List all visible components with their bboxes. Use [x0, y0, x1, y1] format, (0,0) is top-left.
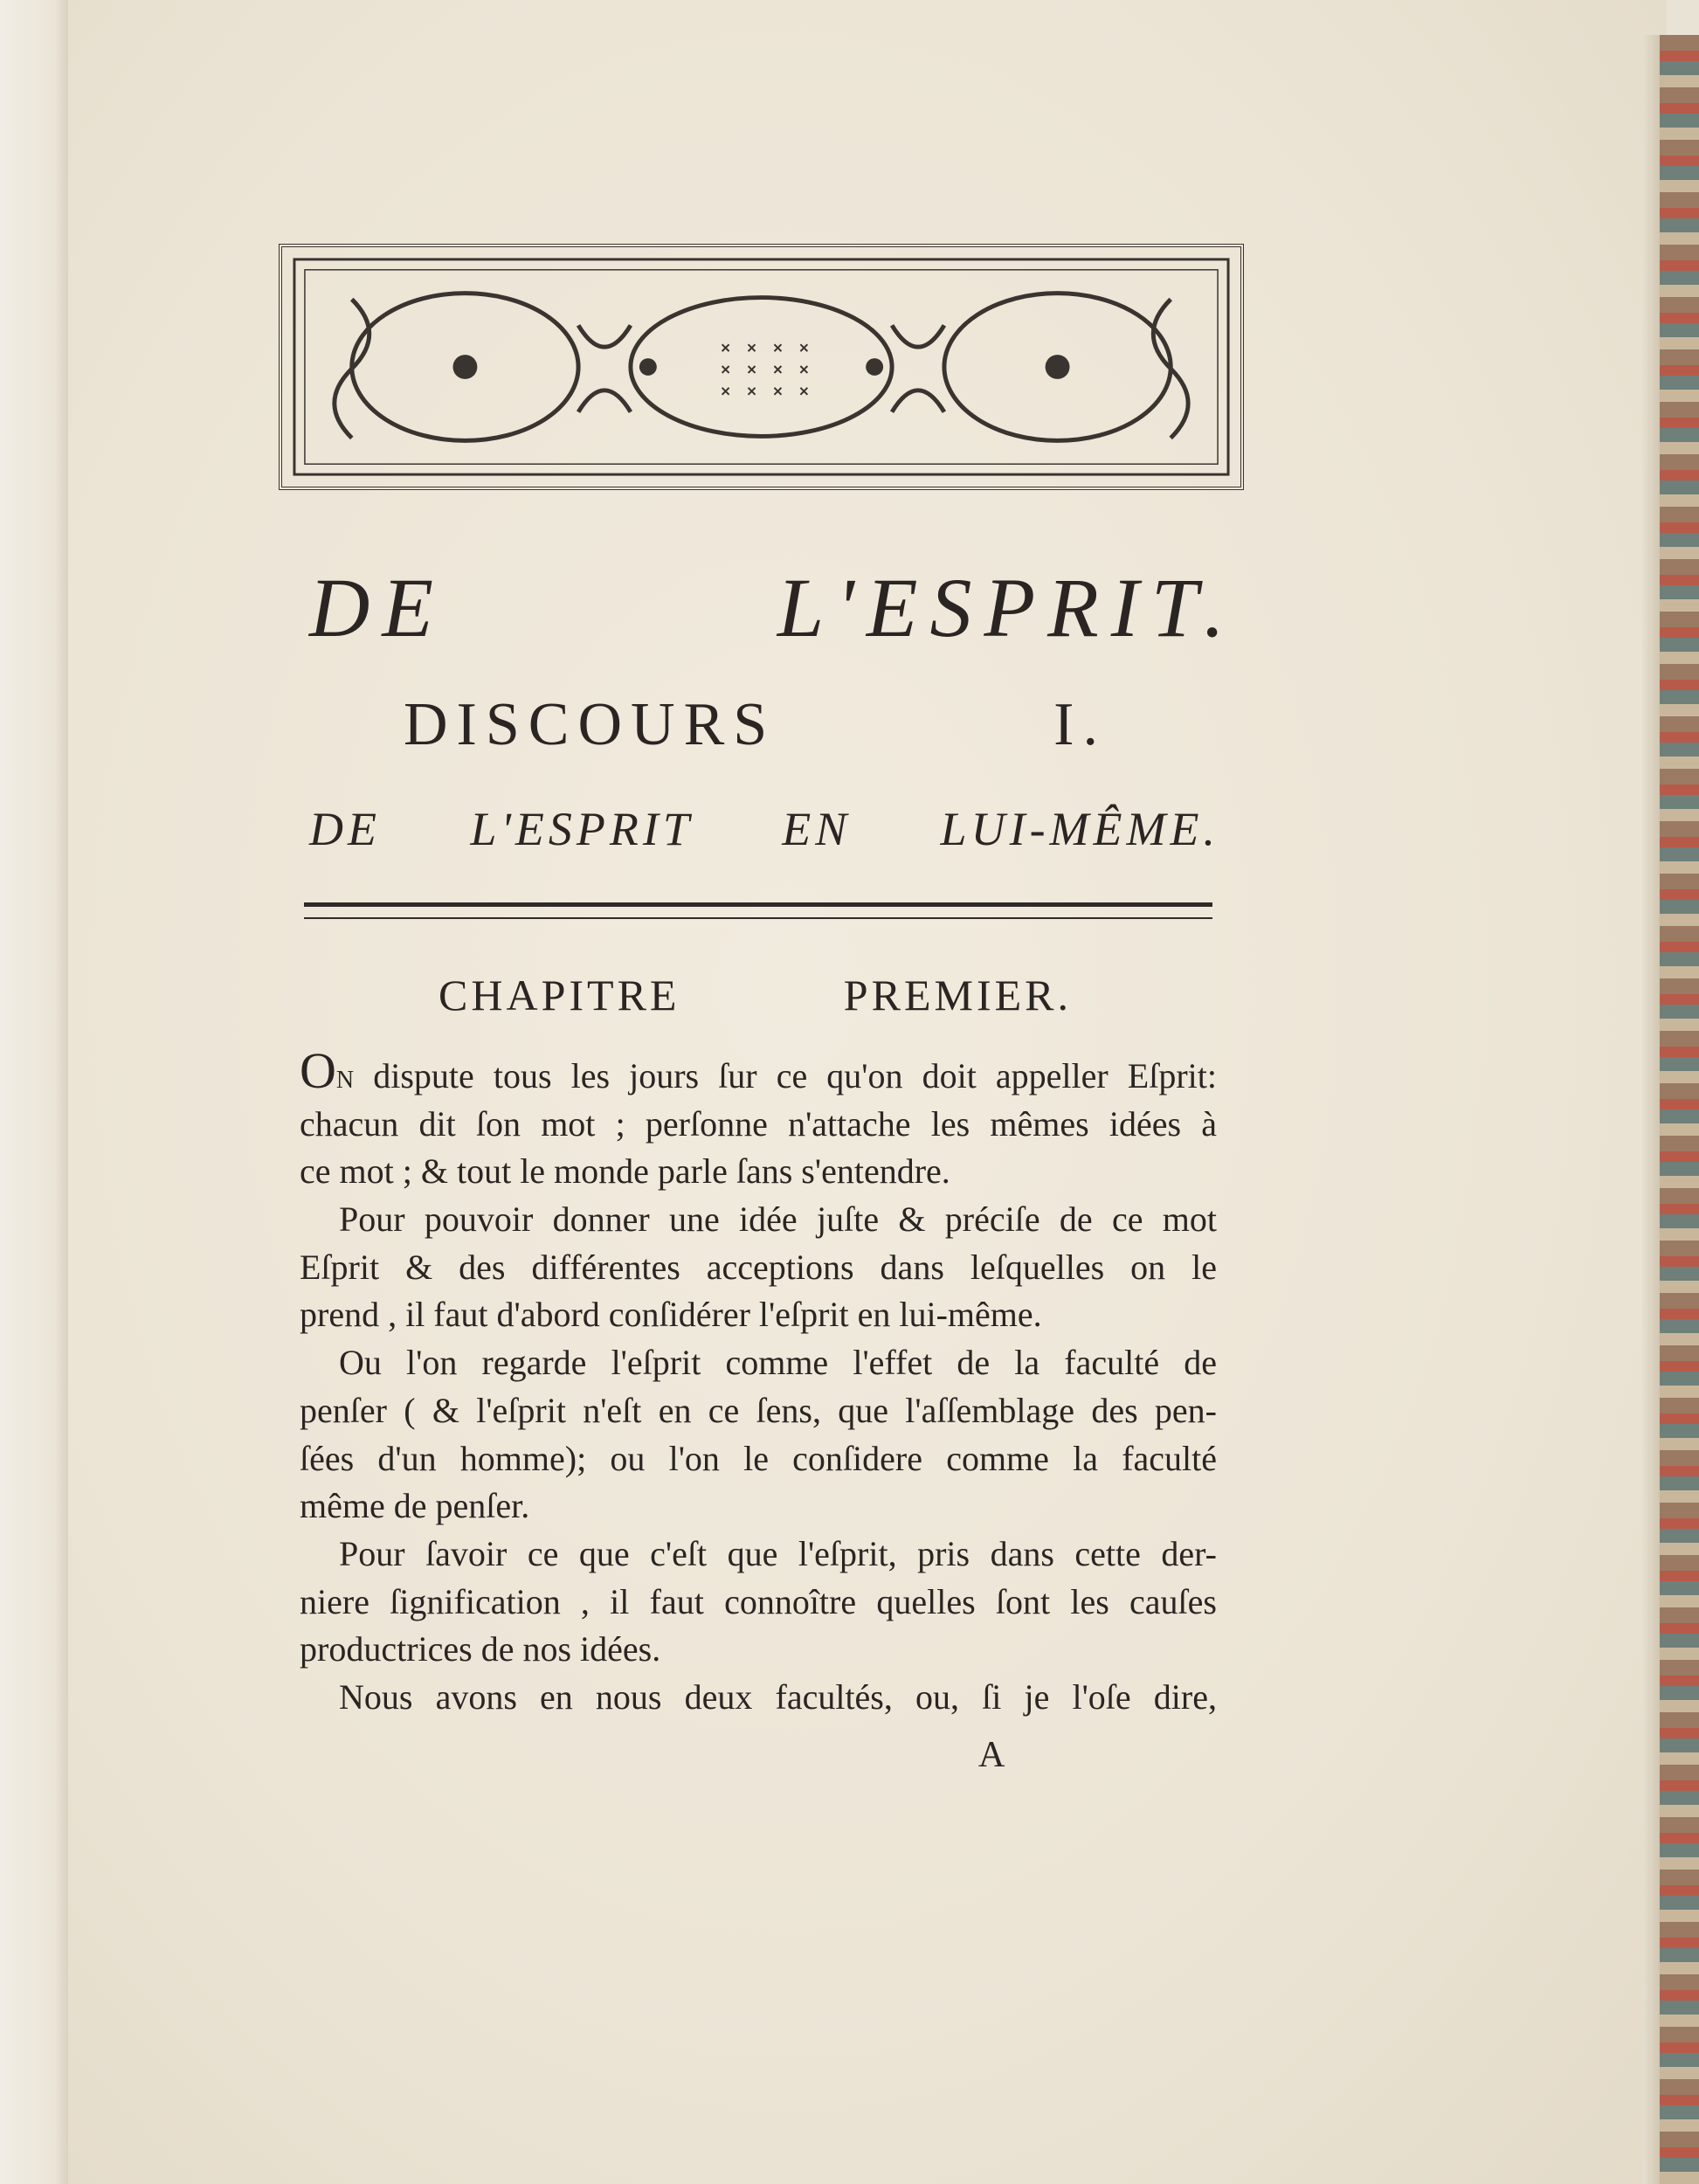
- decorative-headpiece: [279, 244, 1244, 490]
- text-line: même de penſer.: [300, 1486, 530, 1526]
- signature-mark: A: [978, 1735, 1005, 1775]
- body-text: [300, 1042, 1217, 1722]
- text-line: Pour ſavoir ce que c'eſt que l'eſprit, pris dans cette der-: [339, 1533, 1217, 1573]
- text-line: Pour pouvoir donner une idée juſte & préciſe de ce mot: [339, 1199, 1217, 1240]
- first-line-text: dispute tous les jours ſur ce qu'on doit appeller Eſprit:: [354, 1056, 1217, 1095]
- text-line: Nous avons en nous deux facultés, ou, ſi je l'oſe dire,: [339, 1676, 1217, 1717]
- page-edge: [1642, 35, 1661, 2184]
- discourse-heading: DISCOURS I.: [404, 691, 1107, 758]
- text-line: penſer ( & l'eſprit n'eſt en ce ſens, que l'aſſemblage des pen-: [300, 1390, 1217, 1430]
- text-line: ſées d'un homme); ou l'on le conſidere comme la faculté: [300, 1438, 1217, 1478]
- text-line: ce mot ; & tout le monde parle ſans s'entendre.: [300, 1151, 950, 1192]
- marbled-binding: [1660, 35, 1699, 2184]
- chapter-heading: CHAPITRE PREMIER.: [439, 971, 1072, 1019]
- text-line: chacun dit ſon mot ; perſonne n'attache les mêmes idées à: [300, 1103, 1217, 1144]
- drop-cap-small-caps: N: [335, 1067, 355, 1094]
- text-line: Eſprit & des différentes acceptions dans leſquelles on le: [300, 1247, 1217, 1287]
- facing-page-edge: [0, 0, 68, 2184]
- text-line: [300, 1042, 1217, 1101]
- text-line: niere ſignification , il faut connoître quelles ſont les cauſes: [300, 1581, 1217, 1621]
- discourse-subtitle: DE L'ESPRIT EN LUI-MÊME.: [309, 803, 1219, 855]
- drop-cap: O: [300, 1042, 336, 1099]
- double-rule-divider: [304, 902, 1212, 919]
- text-line: Ou l'on regarde l'eſprit comme l'effet de la faculté de: [339, 1343, 1217, 1383]
- book-title: DE L'ESPRIT.: [309, 561, 1237, 654]
- text-line: prend , il faut d'abord conſidérer l'eſprit en lui-même.: [300, 1295, 1042, 1335]
- text-line: productrices de nos idées.: [300, 1629, 661, 1669]
